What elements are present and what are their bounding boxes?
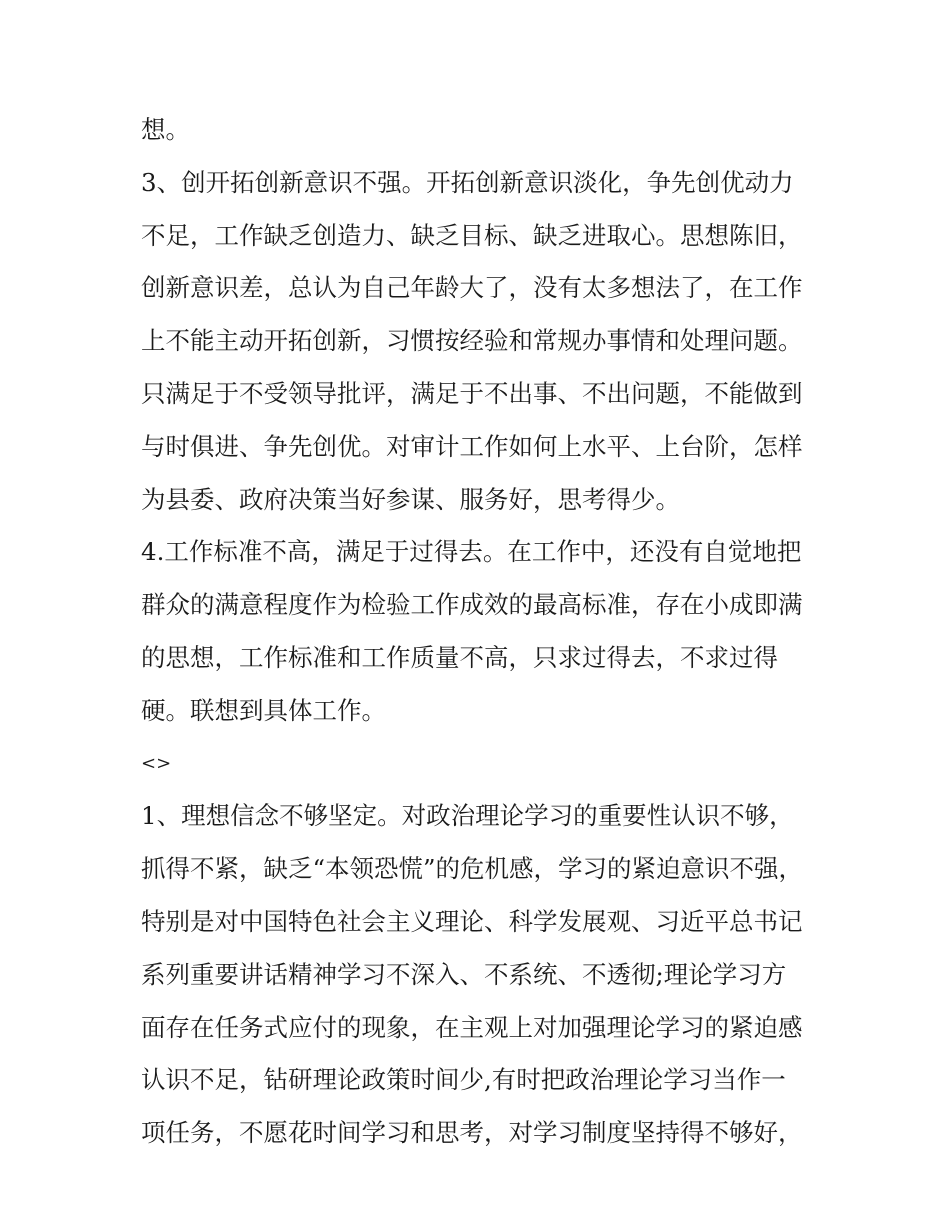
- text-line: 硬。联想到具体工作。: [141, 695, 386, 725]
- section-marker: <>: [141, 752, 172, 774]
- text-line: 想。: [141, 115, 190, 144]
- text-line: 面存在任务式应付的现象，在主观上对加强理论学习的紧迫感: [141, 1012, 803, 1042]
- text-line: 抓得不紧，缺乏“本领恐慌”的危机感，学习的紧迫意识不强，: [141, 854, 804, 884]
- text-line: 为县委、政府决策当好参谋、服务好，思考得少。: [141, 484, 680, 514]
- text-line: 只满足于不受领导批评，满足于不出事、不出问题，不能做到: [141, 378, 803, 408]
- text-line: 认识不足，钻研理论政策时间少,有时把政治理论学习当作一: [141, 1065, 786, 1095]
- document-body: [141, 104, 821, 1160]
- text-line: 特别是对中国特色社会主义理论、科学发展观、习近平总书记: [141, 906, 803, 936]
- text-line: 不足，工作缺乏创造力、缺乏目标、缺乏进取心。思想陈旧，: [141, 220, 803, 250]
- text-line: 4.工作标准不高，满足于过得去。在工作中，还没有自觉地把: [141, 537, 802, 567]
- text-line: 系列重要讲话精神学习不深入、不系统、不透彻;理论学习方: [141, 959, 787, 989]
- text-line: 3、创开拓创新意识不强。开拓创新意识淡化，争先创优动力: [141, 167, 794, 197]
- text-line: 与时俱进、争先创优。对审计工作如何上水平、上台阶，怎样: [141, 431, 803, 461]
- text-line: 的思想，工作标准和工作质量不高，只求过得去，不求过得: [141, 642, 778, 672]
- text-line: 项任务，不愿花时间学习和思考，对学习制度坚持得不够好，: [141, 1118, 803, 1148]
- text-line: 群众的满意程度作为检验工作成效的最高标准，存在小成即满: [141, 590, 803, 620]
- text-line: 上不能主动开拓创新，习惯按经验和常规办事情和处理问题。: [141, 326, 803, 356]
- text-line: 创新意识差，总认为自己年龄大了，没有太多想法了，在工作: [141, 273, 803, 303]
- text-line: 1、理想信念不够坚定。对政治理论学习的重要性认识不够，: [141, 801, 794, 831]
